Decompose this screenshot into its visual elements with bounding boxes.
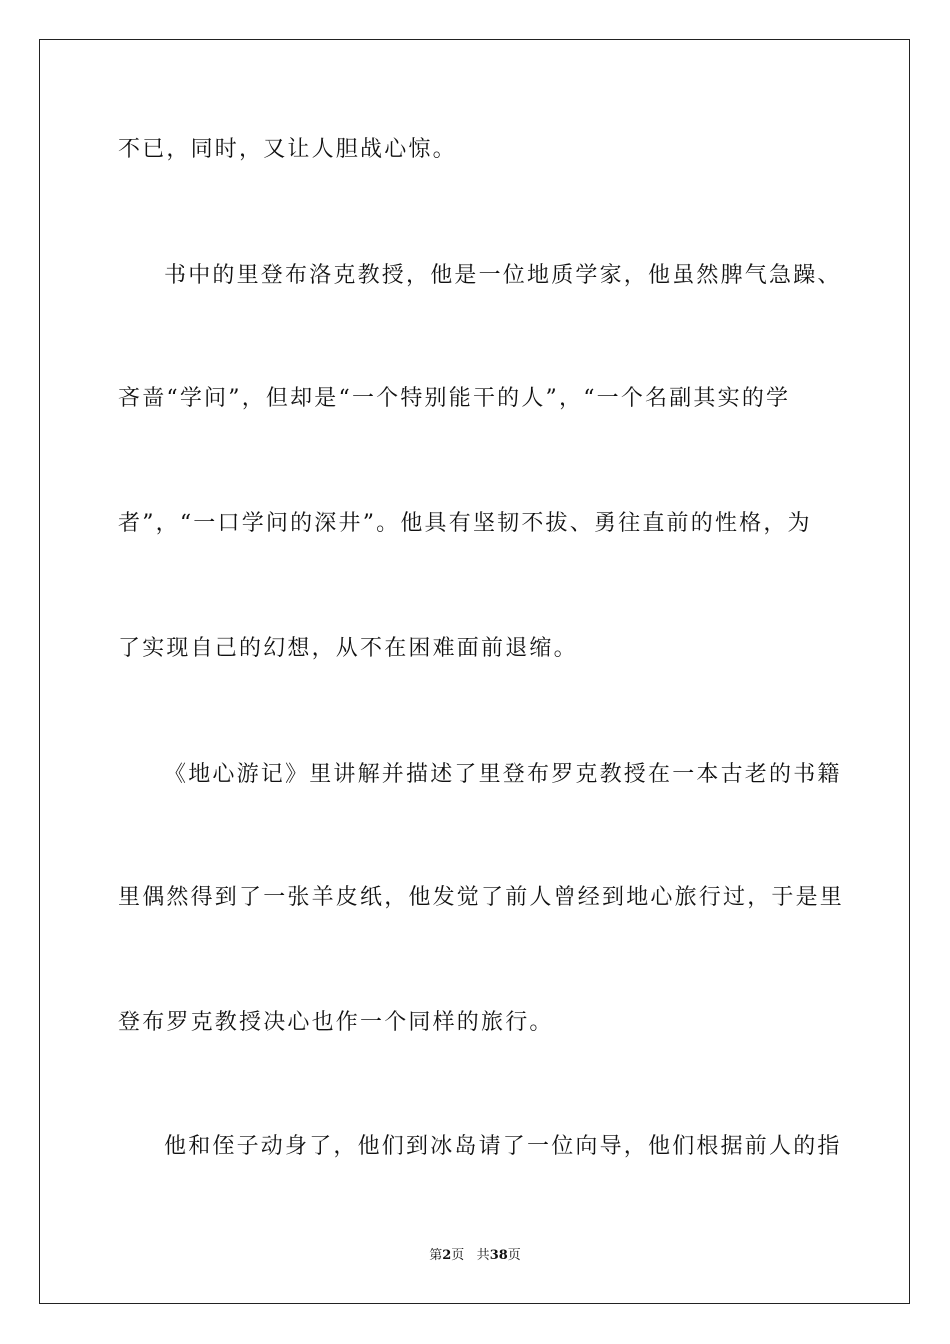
text-line-3: 吝啬“学问”，但却是“一个特别能干的人”，“一个名副其实的学 <box>118 386 791 411</box>
page-border <box>39 39 910 1304</box>
page-prefix: 第 <box>429 1248 443 1263</box>
text-line-7: 里偶然得到了一张羊皮纸，他发觉了前人曾经到地心旅行过，于是里 <box>118 885 845 910</box>
page-suffix: 页 <box>451 1248 465 1263</box>
text-line-9: 他和侄子动身了，他们到冰岛请了一位向导，他们根据前人的指 <box>164 1134 842 1159</box>
page-footer <box>0 1247 950 1265</box>
total-pages: 38 <box>489 1248 508 1263</box>
text-line-8: 登布罗克教授决心也作一个同样的旅行。 <box>118 1010 554 1035</box>
total-prefix: 共 <box>476 1248 490 1263</box>
text-line-1: 不已，同时，又让人胆战心惊。 <box>118 137 457 162</box>
page-number: 2 <box>442 1248 452 1263</box>
text-line-6: 《地心游记》里讲解并描述了里登布罗克教授在一本古老的书籍 <box>164 762 842 787</box>
text-line-5: 了实现自己的幻想，从不在困难面前退缩。 <box>118 636 578 661</box>
text-line-4: 者”，“一口学问的深井”。他具有坚韧不拔、勇往直前的性格，为 <box>118 511 812 536</box>
text-line-2: 书中的里登布洛克教授，他是一位地质学家，他虽然脾气急躁、 <box>164 263 842 288</box>
total-suffix: 页 <box>507 1248 521 1263</box>
